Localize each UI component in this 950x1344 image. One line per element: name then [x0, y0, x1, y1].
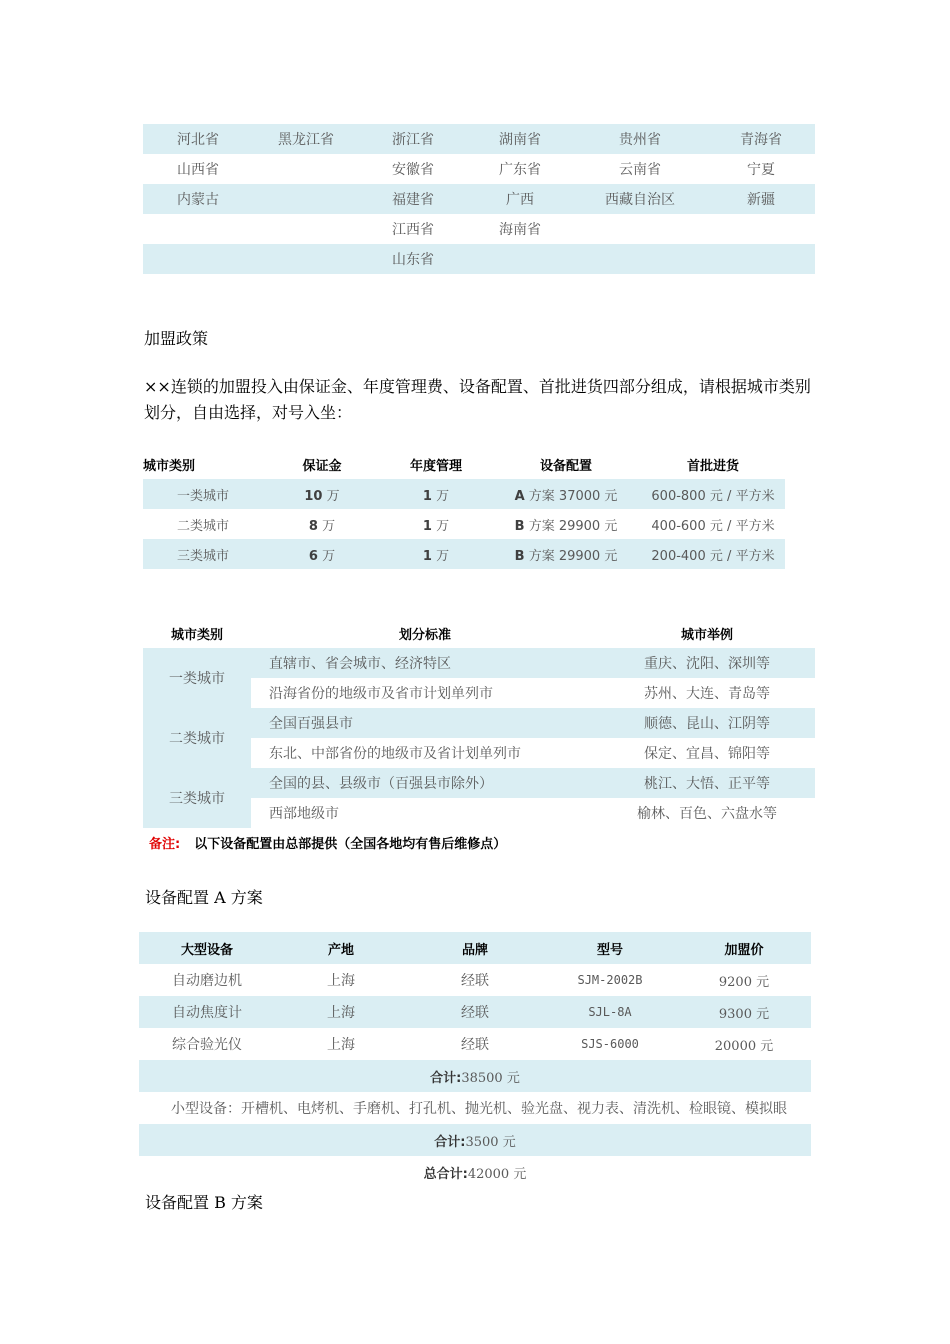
- plan-letter: B: [514, 518, 525, 534]
- stock-range: 400-600: [651, 518, 706, 534]
- management-amount: 1: [422, 548, 432, 564]
- province-cell: [573, 214, 707, 244]
- subtotal-row: [139, 1124, 811, 1156]
- stock-slash: /: [727, 518, 732, 534]
- fee-stock: [641, 509, 785, 539]
- province-cell: 西藏自治区: [605, 192, 675, 208]
- equipment-row: [139, 964, 811, 996]
- province-cell: 河北省: [177, 132, 219, 148]
- category-name: 二类城市: [143, 708, 251, 768]
- province-cell: 云南省: [619, 162, 661, 178]
- total-value: 42000 元: [467, 1166, 527, 1182]
- province-table: [143, 124, 815, 274]
- province-cell: [467, 244, 573, 274]
- category-name: 三类城市: [143, 768, 251, 828]
- deposit-amount: 10: [304, 488, 323, 504]
- plan-price: 37000: [558, 488, 601, 504]
- fee-city: [143, 479, 263, 509]
- category-header-city: 城市类别: [170, 627, 223, 643]
- equipment-header-name: 大型设备: [180, 942, 233, 958]
- management-unit: 万: [436, 548, 450, 564]
- policy-title: 加盟政策: [144, 329, 209, 348]
- subtotal-value: 3500 元: [465, 1134, 516, 1150]
- subtotal-label: 合计:: [430, 1070, 462, 1086]
- province-cell: [253, 244, 359, 274]
- fee-header-city: 城市类别: [143, 458, 196, 474]
- fee-equipment: [491, 479, 641, 509]
- province-cell: [253, 184, 359, 214]
- province-cell: 江西省: [392, 222, 434, 238]
- equipment-header-model: 型号: [596, 942, 623, 958]
- equipment-origin: 上海: [327, 973, 355, 989]
- category-row: [143, 768, 815, 798]
- category-example: 重庆、沈阳、深圳等: [644, 656, 770, 672]
- province-cell: 福建省: [392, 192, 434, 208]
- deposit-amount: 8: [308, 518, 318, 534]
- fee-row: [143, 479, 785, 509]
- stock-area-unit: 平方米: [735, 518, 775, 534]
- category-standard: 沿海省份的地级市及省市计划单列市: [269, 686, 493, 702]
- stock-slash: /: [727, 488, 732, 504]
- fee-equipment: [491, 539, 641, 569]
- city-category-table: [143, 618, 815, 828]
- plan-unit: 元: [604, 548, 618, 564]
- equipment-model: SJL-8A: [588, 1005, 632, 1019]
- province-row: [143, 124, 815, 154]
- equipment-name: 综合验光仪: [172, 1037, 242, 1053]
- province-cell: [707, 214, 815, 244]
- equipment-origin: 上海: [327, 1037, 355, 1053]
- total-label: 总合计:: [423, 1166, 468, 1182]
- category-header-row: [143, 618, 815, 648]
- province-cell: 广东省: [499, 162, 541, 178]
- city-category: 三类城市: [176, 548, 229, 564]
- fee-management: [381, 539, 491, 569]
- province-cell: 湖南省: [499, 132, 541, 148]
- deposit-amount: 6: [308, 548, 318, 564]
- note-text: 以下设备配置由总部提供（全国各地均有售后维修点）: [194, 837, 507, 852]
- fee-management: [381, 509, 491, 539]
- fee-row: [143, 509, 785, 539]
- province-cell: 山西省: [177, 162, 219, 178]
- category-row: [143, 648, 815, 678]
- province-row: [143, 184, 815, 214]
- province-cell: 山东省: [392, 252, 434, 268]
- equipment-brand: 经联: [461, 1037, 489, 1053]
- category-example: 保定、宜昌、锦阳等: [644, 746, 770, 762]
- province-cell: [707, 244, 815, 274]
- equipment-price: 9200 元: [718, 974, 770, 990]
- category-example: 榆林、百色、六盘水等: [637, 806, 777, 822]
- category-standard: 全国百强县市: [269, 716, 353, 732]
- province-cell: [573, 244, 707, 274]
- fee-equipment: [491, 509, 641, 539]
- equipment-price: 20000 元: [714, 1038, 774, 1054]
- province-row: [143, 154, 815, 184]
- equipment-table: [139, 932, 811, 1188]
- management-unit: 万: [436, 488, 450, 504]
- province-cell: 黑龙江省: [278, 132, 334, 148]
- plan-text: 方案: [528, 548, 555, 564]
- fee-header-deposit: 保证金: [302, 458, 342, 474]
- equipment-model: SJS-6000: [581, 1037, 639, 1051]
- fee-city: [143, 509, 263, 539]
- stock-unit: 元: [709, 488, 723, 504]
- province-cell: 内蒙古: [177, 192, 219, 208]
- subtotal-label: 合计:: [434, 1134, 466, 1150]
- deposit-unit: 万: [322, 548, 336, 564]
- subtotal-small: [139, 1124, 811, 1156]
- province-cell: 广西: [506, 192, 534, 208]
- category-standard: 西部地级市: [269, 806, 339, 822]
- stock-unit: 元: [709, 518, 723, 534]
- equipment-row: [139, 996, 811, 1028]
- equipment-header-origin: 产地: [327, 942, 354, 958]
- grand-total: [139, 1156, 811, 1188]
- province-cell: 宁夏: [747, 162, 775, 178]
- equipment-name: 自动焦度计: [172, 1005, 242, 1021]
- fee-stock: [641, 539, 785, 569]
- equipment-header-price: 加盟价: [724, 942, 764, 958]
- plan-price: 29900: [558, 548, 601, 564]
- province-cell: 青海省: [740, 132, 782, 148]
- fee-stock: [641, 479, 785, 509]
- category-header-example: 城市举例: [680, 627, 733, 643]
- equipment-origin: 上海: [327, 1005, 355, 1021]
- plan-text: 方案: [528, 518, 555, 534]
- plan-letter: B: [514, 548, 525, 564]
- province-cell: 安徽省: [392, 162, 434, 178]
- city-category: 二类城市: [176, 518, 229, 534]
- category-standard: 东北、中部省份的地级市及省计划单列市: [269, 746, 521, 762]
- province-cell: 贵州省: [619, 132, 661, 148]
- fee-header-row: [143, 449, 785, 479]
- equipment-header-brand: 品牌: [461, 942, 488, 958]
- category-standard: 全国的县、县级市（百强县市除外）: [269, 776, 493, 792]
- province-cell: 浙江省: [392, 132, 434, 148]
- fee-deposit: [263, 509, 381, 539]
- province-cell: [253, 154, 359, 184]
- stock-unit: 元: [709, 548, 723, 564]
- plan-unit: 元: [604, 488, 618, 504]
- fee-table: [143, 449, 785, 569]
- stock-range: 600-800: [651, 488, 706, 504]
- category-example: 苏州、大连、青岛等: [644, 686, 770, 702]
- plan-a-title: 设备配置 A 方案: [145, 888, 263, 907]
- deposit-unit: 万: [322, 518, 336, 534]
- plan-unit: 元: [604, 518, 618, 534]
- equipment-brand: 经联: [461, 1005, 489, 1021]
- fee-management: [381, 479, 491, 509]
- fee-header-stock: 首批进货: [686, 458, 739, 474]
- fee-deposit: [263, 539, 381, 569]
- category-standard: 直辖市、省会城市、经济特区: [269, 656, 451, 672]
- small-equipment-list: 小型设备：开槽机、电烤机、手磨机、打孔机、抛光机、验光盘、视力表、清洗机、检眼镜、模拟眼: [171, 1101, 787, 1117]
- fee-deposit: [263, 479, 381, 509]
- province-row: [143, 214, 815, 244]
- equipment-brand: 经联: [461, 973, 489, 989]
- equipment-header-row: [139, 932, 811, 964]
- note: [149, 833, 506, 852]
- subtotal-row: [139, 1060, 811, 1092]
- province-cell: [143, 214, 253, 244]
- plan-text: 方案: [528, 488, 555, 504]
- category-row: [143, 708, 815, 738]
- equipment-price: 9300 元: [718, 1006, 770, 1022]
- fee-row: [143, 539, 785, 569]
- category-name: 一类城市: [143, 648, 251, 708]
- fee-header-equipment: 设备配置: [539, 458, 592, 474]
- equipment-row: [139, 1028, 811, 1060]
- province-row: [143, 244, 815, 274]
- category-header-standard: 划分标准: [398, 627, 451, 643]
- policy-text: ××连锁的加盟投入由保证金、年度管理费、设备配置、首批进货四部分组成，请根据城市类别划分，自由选择，对号入坐：: [144, 377, 811, 422]
- category-example: 桃江、大悟、正平等: [644, 776, 770, 792]
- fee-header-management: 年度管理: [409, 458, 462, 474]
- province-cell: [253, 214, 359, 244]
- province-cell: 海南省: [499, 222, 541, 238]
- note-label: 备注:: [149, 837, 181, 852]
- province-cell: [143, 244, 253, 274]
- small-equipment-row: [139, 1092, 811, 1124]
- plan-price: 29900: [558, 518, 601, 534]
- city-category: 一类城市: [176, 488, 229, 504]
- province-cell: 新疆: [747, 192, 775, 208]
- stock-slash: /: [727, 548, 732, 564]
- equipment-model: SJM-2002B: [577, 973, 643, 987]
- category-example: 顺德、昆山、江阴等: [644, 716, 770, 732]
- management-amount: 1: [422, 488, 432, 504]
- fee-city: [143, 539, 263, 569]
- plan-letter: A: [514, 488, 525, 504]
- plan-b-title: 设备配置 B 方案: [145, 1193, 263, 1212]
- deposit-unit: 万: [326, 488, 340, 504]
- equipment-name: 自动磨边机: [172, 973, 242, 989]
- management-unit: 万: [436, 518, 450, 534]
- stock-area-unit: 平方米: [735, 488, 775, 504]
- subtotal-value: 38500 元: [461, 1070, 520, 1086]
- stock-range: 200-400: [651, 548, 706, 564]
- total-row: [139, 1156, 811, 1188]
- management-amount: 1: [422, 518, 432, 534]
- stock-area-unit: 平方米: [735, 548, 775, 564]
- subtotal-large: [139, 1060, 811, 1092]
